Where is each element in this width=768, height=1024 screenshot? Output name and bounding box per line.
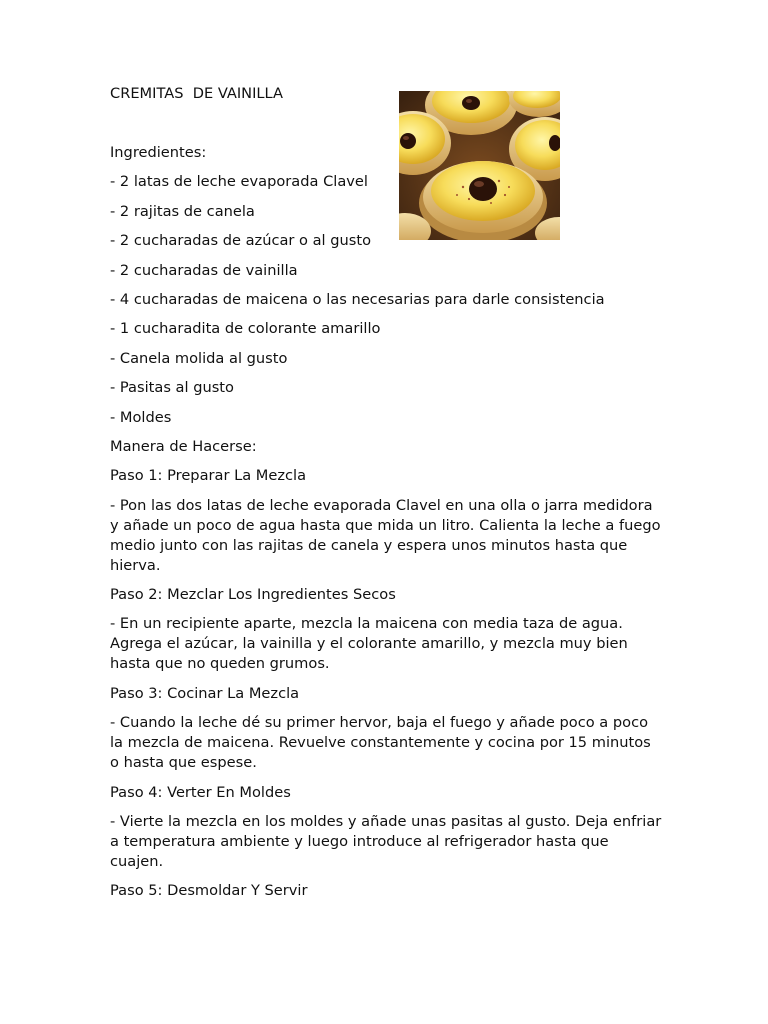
ingredient-item: - 2 cucharadas de azúcar o al gusto — [110, 232, 372, 250]
blank-line — [110, 104, 670, 143]
document-body — [110, 84, 670, 911]
step-heading: Paso 3: Cocinar La Mezcla — [110, 684, 300, 702]
step-heading: Paso 2: Mezclar Los Ingredientes Secos — [110, 586, 396, 604]
ingredient-item: - 2 rajitas de canela — [110, 202, 255, 220]
custard-illustration — [399, 91, 560, 240]
step-text: - Cuando la leche dé su primer hervor, baja el fuego y añade poco a poco la mezcla de maicena. Revuelve constantemente y cocina por 15 minutos o hasta que espese. — [110, 714, 651, 772]
ingredient-item: - 2 latas de leche evaporada Clavel — [110, 173, 368, 191]
ingredient-item: - Pasitas al gusto — [110, 379, 234, 397]
ingredient-item: - 2 cucharadas de vainilla — [110, 261, 298, 279]
custard-photo — [399, 91, 560, 240]
step-text: - En un recipiente aparte, mezcla la maicena con media taza de agua. Agrega el azúcar, la vainilla y el colorante amarillo, y mezcla muy bien hasta que no queden grumos. — [110, 615, 628, 673]
step-text: - Vierte la mezcla en los moldes y añade unas pasitas al gusto. Deja enfriar a temperatura ambiente y luego introduce al refrigerador hasta que cuajen. — [110, 813, 662, 871]
step-heading: Paso 1: Preparar La Mezcla — [110, 467, 307, 485]
ingredient-item: - Moldes — [110, 408, 172, 426]
step-text: - Pon las dos latas de leche evaporada Clavel en una olla o jarra medidora y añade un poco de agua hasta que mida un litro. Calienta la leche a fuego medio junto con las rajitas de canela y espera unos minutos hasta que hierva. — [110, 496, 661, 574]
step-heading: Paso 4: Verter En Moldes — [110, 783, 291, 801]
method-heading: Manera de Hacerse: — [110, 437, 257, 455]
ingredient-item: - 1 cucharadita de colorante amarillo — [110, 320, 381, 338]
recipe-title: CREMITAS DE VAINILLA — [110, 85, 283, 102]
ingredients-heading: Ingredientes: — [110, 144, 207, 161]
ingredient-item: - Canela molida al gusto — [110, 349, 288, 367]
ingredient-item: - 4 cucharadas de maicena o las necesarias para darle consistencia — [110, 290, 605, 308]
step-heading: Paso 5: Desmoldar Y Servir — [110, 882, 308, 900]
